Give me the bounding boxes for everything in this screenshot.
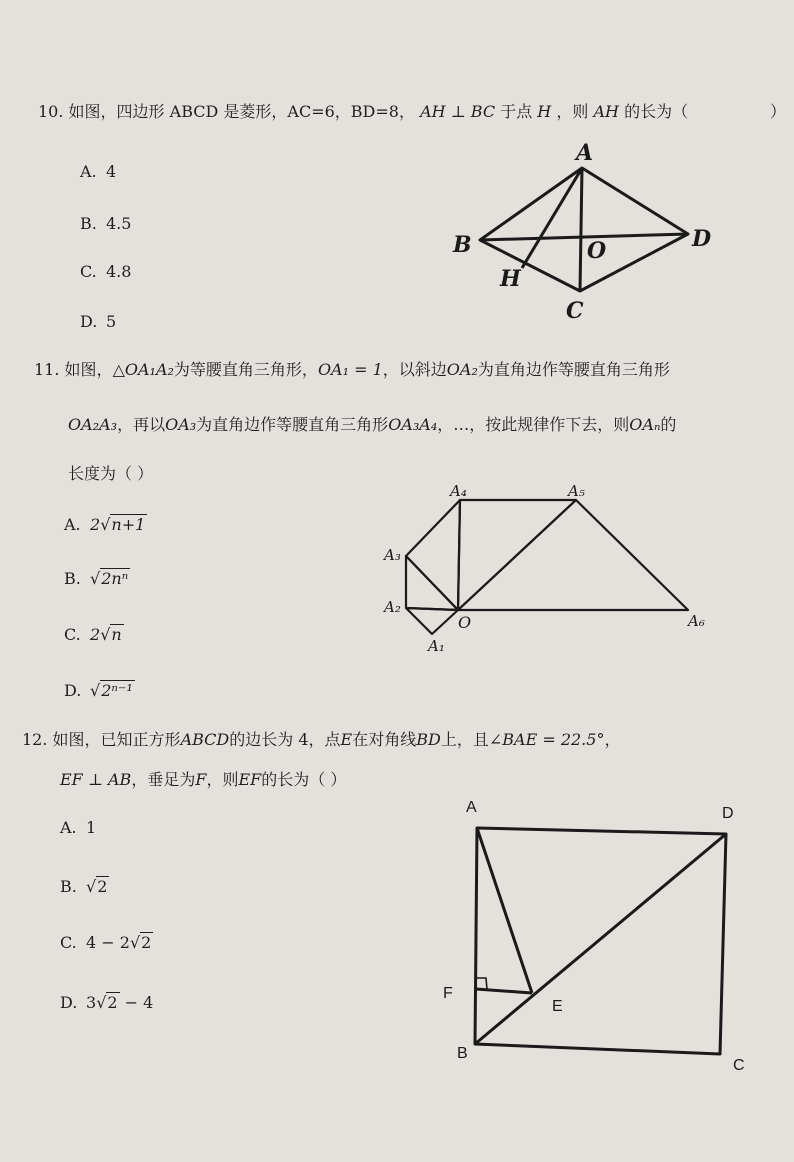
q10-option-c[interactable]: C. 4.8 [80,262,132,281]
label-a1: A₁ [428,637,445,655]
q11-option-a[interactable]: A. 2√n+1 [64,515,146,534]
question-12-line-2: EF ⊥ AB，垂足为F，则EF的长为（ ） [60,770,347,789]
question-10-stem: 10. 如图，四边形 ABCD 是菱形，AC=6，BD=8， AH ⊥ BC 于点 H ，则 AH 的长为（ [38,102,689,121]
label-o: O [587,238,607,264]
label-d: D [722,805,734,822]
label-b: B [453,232,472,258]
label-a: A [576,140,594,166]
q10-option-a[interactable]: A. 4 [80,162,117,181]
diagonal-bd [475,834,726,1044]
label-a2: A₂ [384,598,401,616]
right-angle-mark [476,978,487,989]
label-a4: A₄ [450,482,467,500]
label-h: H [500,266,521,292]
q11-option-b[interactable]: B. √2nⁿ [64,569,129,588]
triangle-oa5a6 [458,500,688,610]
label-b: B [457,1045,468,1062]
segment-ef [476,989,532,993]
question-12-line-1: 12. 如图，已知正方形ABCD的边长为 4，点E在对角线BD上，且∠BAE = 22.5°， [22,730,621,749]
diagonal-bd [480,234,688,240]
label-c: C [733,1057,745,1074]
question-10-paren-close: ） [770,102,787,121]
label-a6: A₆ [688,612,705,630]
q12-option-d[interactable]: D. 3√2 − 4 [60,993,154,1012]
question-11-line-1: 11. 如图，△OA₁A₂为等腰直角三角形，OA₁ = 1，以斜边OA₂为直角边作等腰直角三角形 [34,360,670,379]
label-o: O [458,613,472,632]
q11-option-c[interactable]: C. 2√n [64,625,122,644]
triangle-oa3a4 [406,500,460,610]
triangle-oa2a3 [406,556,458,610]
label-a5: A₅ [568,482,585,500]
label-a: A [466,799,477,816]
question-11-line-2: OA₂A₃，再以OA₃为直角边作等腰直角三角形OA₃A₄，…，按此规律作下去，则OAₙ的 [68,415,677,434]
question-11-line-3: 长度为（ ） [68,464,154,483]
q12-option-b[interactable]: B. √2 [60,877,108,896]
q10-option-d[interactable]: D. 5 [80,312,117,331]
q12-option-c[interactable]: C. 4 − 2√2 [60,933,152,952]
rhombus-outline [480,168,688,291]
label-d: D [692,226,712,252]
q10-option-b[interactable]: B. 4.5 [80,214,132,233]
segment-ae [477,828,532,993]
square-outline [475,828,726,1054]
triangle-oa1a2 [406,608,458,634]
triangle-oa4a5 [458,500,576,610]
label-f: F [443,985,453,1002]
label-e: E [552,998,563,1015]
label-a3: A₃ [384,546,401,564]
diagonal-ac [580,168,582,291]
label-c: C [566,298,584,324]
q11-option-d[interactable]: D. √2ⁿ⁻¹ [64,681,133,700]
altitude-ah [522,168,582,268]
q12-option-a[interactable]: A. 1 [60,818,97,837]
